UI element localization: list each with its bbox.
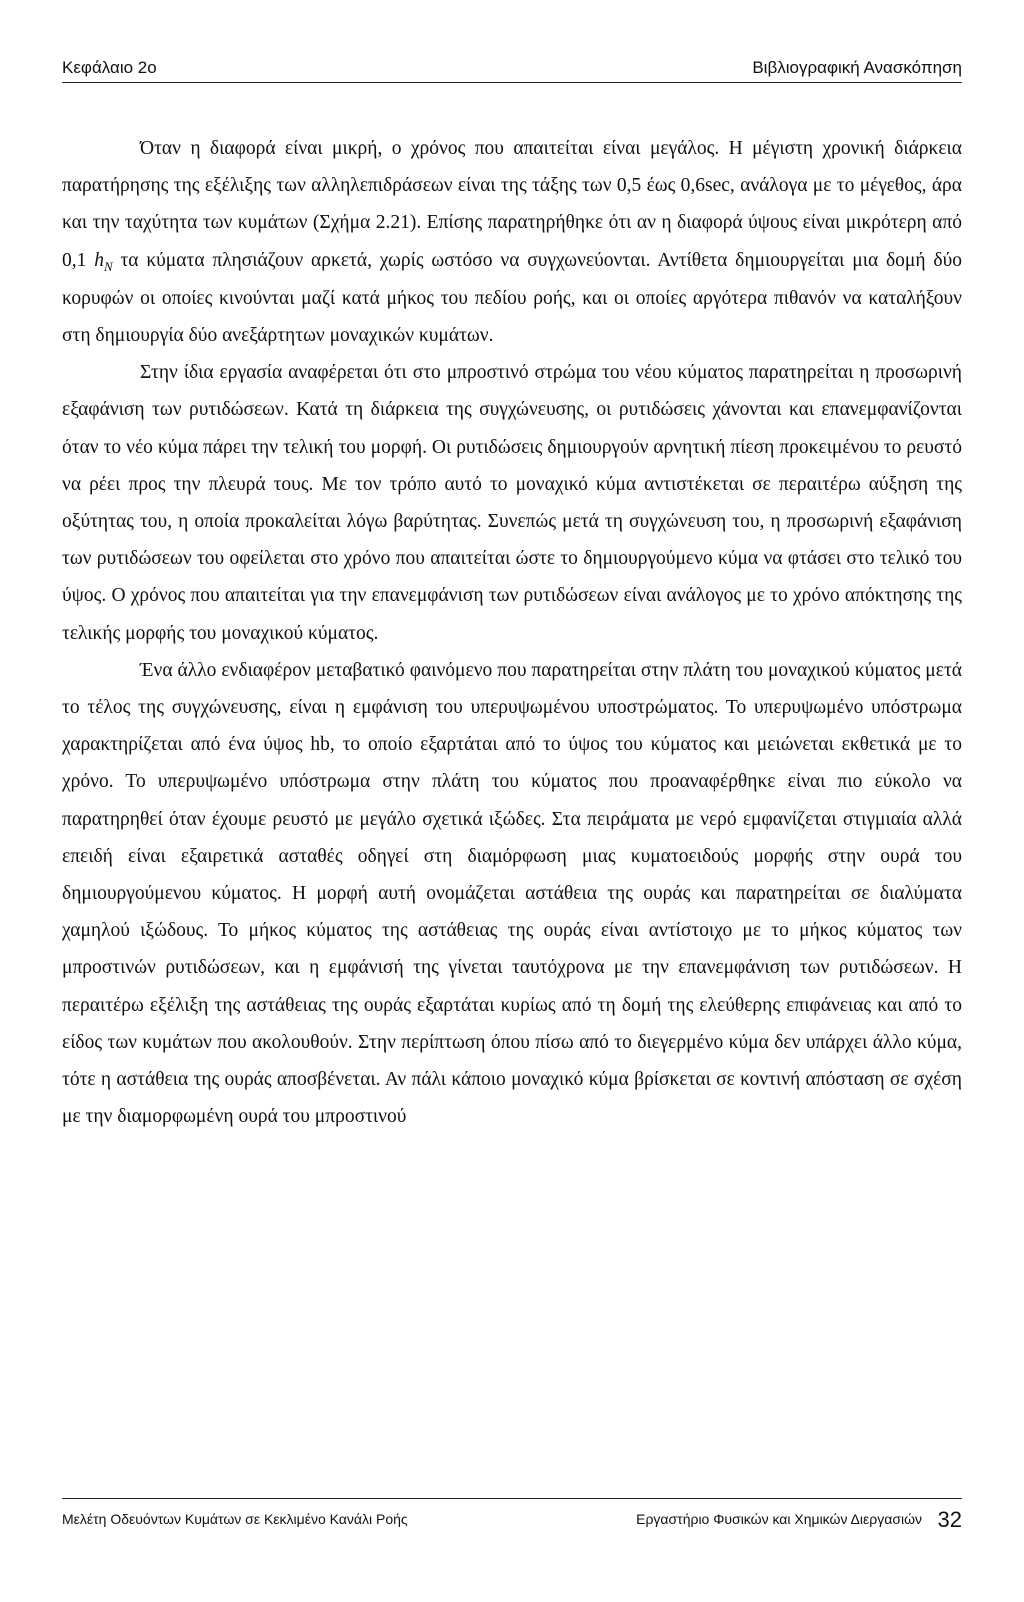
symbol-h: h	[94, 249, 104, 271]
chapter-title: Κεφάλαιο 2ο	[62, 58, 157, 77]
page-footer	[62, 1498, 962, 1535]
section-title: Βιβλιογραφική Ανασκόπηση	[752, 58, 962, 77]
paragraph-1	[62, 130, 962, 354]
symbol-subscript-n: N	[103, 258, 113, 274]
footer-thesis-title: Μελέτη Οδευόντων Κυμάτων σε Κεκλιμένο Κανάλι Ροής	[62, 1511, 408, 1527]
footer-lab-name: Εργαστήριο Φυσικών και Χημικών Διεργασιών	[636, 1511, 922, 1527]
page-header	[62, 56, 962, 83]
page-number: 32	[937, 1507, 962, 1532]
paragraph-2: Στην ίδια εργασία αναφέρεται ότι στο μπροστινό στρώμα του νέου κύματος παρατηρείται η προσωρινή εξαφάνιση των ρυτιδώσεων. Κατά τη διάρκεια της συγχώνευσης, οι ρυτιδώσεις χάνονται και επανεμφανίζονται όταν το νέο κύμα πάρει την τελική του μορφή. Οι ρυτιδώσεις δημιουργούν αρνητική πίεση προκειμένου το ρευστό να ρέει προς την πλευρά τους. Με τον τρόπο αυτό το μοναχικό κύμα αντιστέκεται σε περαιτέρω αύξηση της οξύτητας του, η οποία προκαλείται λόγω βαρύτητας. Συνεπώς μετά τη συγχώνευση του, η προσωρινή εξαφάνιση των ρυτιδώσεων του οφείλεται στο χρόνο που απαιτείται ώστε το δημιουργούμενο κύμα να φτάσει στο τελικό του ύψος. Ο χρόνος που απαιτείται για την επανεμφάνιση των ρυτιδώσεων είναι ανάλογος με το χρόνο απόκτησης της τελικής μορφής του μοναχικού κύματος.	[62, 362, 962, 644]
page-body	[62, 130, 962, 1135]
paragraph-1-text-b: τα κύματα πλησιάζουν αρκετά, χωρίς ωστόσο να συγχωνεύονται. Αντίθετα δημιουργείται μια δομή δύο κορυφών οι οποίες κινούνται μαζί κατά μήκος του πεδίου ροής, και οι οποίες αργότερα πιθανόν να καταλήξουν στη δημιουργία δύο ανεξάρτητων μοναχικών κυμάτων.	[62, 249, 962, 347]
paragraph-3: Ένα άλλο ενδιαφέρον μεταβατικό φαινόμενο που παρατηρείται στην πλάτη του μοναχικού κύματος μετά το τέλος της συγχώνευσης, είναι η εμφάνιση του υπερυψωμένου υποστρώματος. Το υπερυψωμένο υπόστρωμα χαρακτηρίζεται από ένα ύψος hb, το οποίο εξαρτάται από το ύψος του κύματος και μειώνεται εκθετικά με το χρόνο. Το υπερυψωμένο υπόστρωμα στην πλάτη του κύματος που προαναφέρθηκε είναι πιο εύκολο να παρατηρηθεί όταν έχουμε ρευστό με μεγάλο σχετικά ιξώδες. Στα πειράματα με νερό εμφανίζεται στιγμιαία αλλά επειδή είναι εξαιρετικά ασταθές οδηγεί στη διαμόρφωση μιας κυματοειδούς μορφής στην ουρά του δημιουργούμενου κύματος. Η μορφή αυτή ονομάζεται αστάθεια της ουράς και παρατηρείται σε διαλύματα χαμηλού ιξώδους. Το μήκος κύματος της αστάθειας της ουράς είναι αντίστοιχο με το μήκος κύματος των μπροστινών ρυτιδώσεων, και η εμφάνισή της γίνεται ταυτόχρονα με την επανεμφάνιση των ρυτιδώσεων. Η περαιτέρω εξέλιξη της αστάθειας της ουράς εξαρτάται κυρίως από τη δομή της ελεύθερης επιφάνειας και από το είδος των κυμάτων που ακολουθούν. Στην περίπτωση όπου πίσω από το διεγερμένο κύμα δεν υπάρχει άλλο κύμα, τότε η αστάθεια της ουράς αποσβένεται. Αν πάλι κάποιο μοναχικό κύμα βρίσκεται σε κοντινή απόσταση σε σχέση με την διαμορφωμένη ουρά του μπροστινού	[62, 659, 962, 1128]
paragraph-1-text-a: Όταν η διαφορά είναι μικρή, ο χρόνος που απαιτείται είναι μεγάλος. Η μέγιστη χρονική διάρκεια παρατήρησης της εξέλιξης των αλληλεπιδράσεων είναι της τάξης των 0,5 έως 0,6sec, ανάλογα με το μέγεθος, άρα και την ταχύτητα των κυμάτων (Σχήμα 2.21). Επίσης παρατηρήθηκε ότι αν η διαφορά ύψους είναι μικρότερη από 0,1	[62, 138, 962, 271]
